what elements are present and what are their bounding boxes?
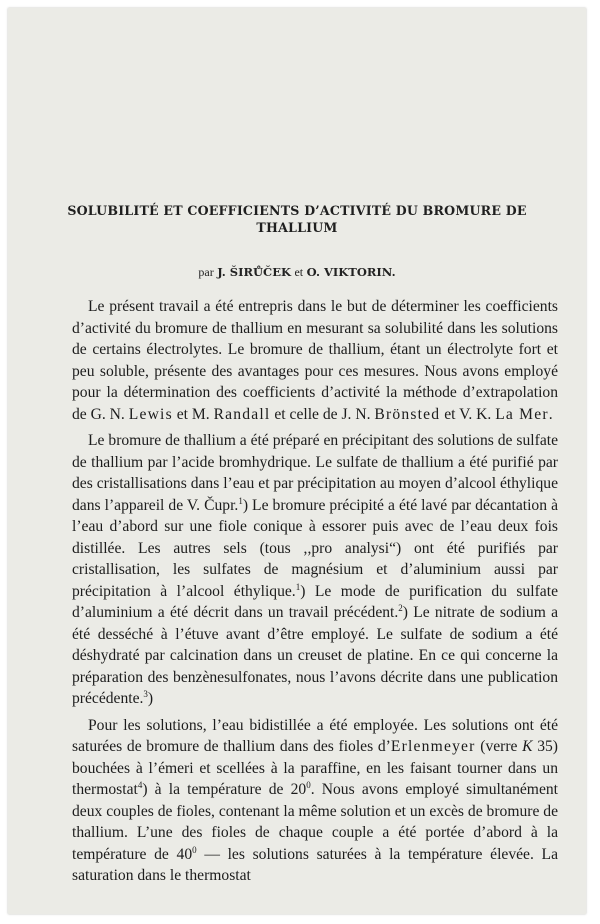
footnote-ref: 2 [398,602,403,613]
name-bronsted: Brönsted [374,405,441,423]
byline-par: par [198,265,214,279]
footnote-ref: 3 [143,688,148,699]
author-1: J. ŠIRŮČEK [217,265,291,279]
text-run: ) Le mode de purification du sulfate d’aluminium a été décrit dans un travail précédent. [72,582,558,621]
article-body [72,296,558,892]
paragraph-3 [72,715,558,887]
author-2: O. VIKTORIN. [306,265,396,279]
name-erlenmeyer: Erlenmeyer [390,738,476,755]
text-run: — les solutions saturées à la température élevée. La saturation dans le thermostat [72,845,558,884]
document-page [8,8,586,914]
degree-sign: 0 [192,844,197,855]
text-run: et celle de J. N. [270,405,375,423]
text-run: . Nous avons employé simultanément deux couples de fioles, contenant la même solution et un excès de bromure de thallium. L’une des fioles de chaque couple a été portée d’abord à la température de 40 [72,781,558,863]
text-run: ) Le nitrate de sodium a été desséché à l’étuve avant d’être employé. Le sulfate de sodium a été déshydraté par calcination dans un creuset de platine. En ce qui concerne la préparation des benzènesulfonates, nous l’avons décrite dans une publication précédente. [72,604,558,707]
paragraph-1 [72,296,558,425]
byline-et: et [294,265,304,279]
name-randall: Randall [213,405,271,423]
footnote-ref: 4 [137,779,143,790]
footnote-ref: 1 [295,581,301,592]
text-run: Le bromure de thallium a été préparé en précipitant des solutions de sulfate de thallium par l’acide bromhydrique. Le sulfate de thallium a été purifié par des cristallisations dans l’eau et par précipitation au moyen d’alcool éthylique dans l’appareil de V. Čupr. [72,432,558,514]
text-run: Le présent travail a été entrepris dans le but de déterminer les coefficients d’activité du bromure de thallium en mesurant sa solubilité dans les solutions de certains électrolytes. Le bromure de thallium, étant un électrolyte fort et peu soluble, présente des avantages pour ces mesures. Nous avons employé pour la détermination des coefficients d’activité la méthode d’extrapolation de G. N. [72,298,558,423]
glass-type-k: K [522,738,533,755]
text-run: (verre [475,738,523,755]
footnote-ref: 1 [238,495,243,506]
byline [38,263,556,282]
text-run: et M. [172,405,214,423]
text-run: Pour les solutions, l’eau bidistillée a été employée. Les solutions ont été saturées de bromure de thallium dans des fioles d’ [72,716,558,755]
text-run: ) [147,690,154,707]
degree-sign: 0 [306,779,311,790]
text-run: et V. K. [440,405,496,423]
name-lewis: Lewis [128,405,173,423]
text-run: ) Le bromure précipité a été lavé par décantation à l’eau d’abord sur une fiole conique à essorer puis avec de l’eau deux fois distillée. Les autres sels (tous ,,pro analysi“) ont été purifiés par cristallisation, les sulfates de magnésium et d’aluminium aussi par précipitation à l’alcool éthylique. [72,496,558,600]
paragraph-2 [72,430,558,710]
text-run: ) à la température de 20 [142,781,307,798]
name-lamer: La Mer [495,405,549,423]
text-run: 35) bouchées à l’émeri et scellées à la paraffine, en les faisant tourner dans un thermostat [72,738,559,798]
text-run: . [548,405,553,423]
article-title: SOLUBILITÉ ET COEFFICIENTS D’ACTIVITÉ DU BROMURE DE THALLIUM [67,203,527,235]
